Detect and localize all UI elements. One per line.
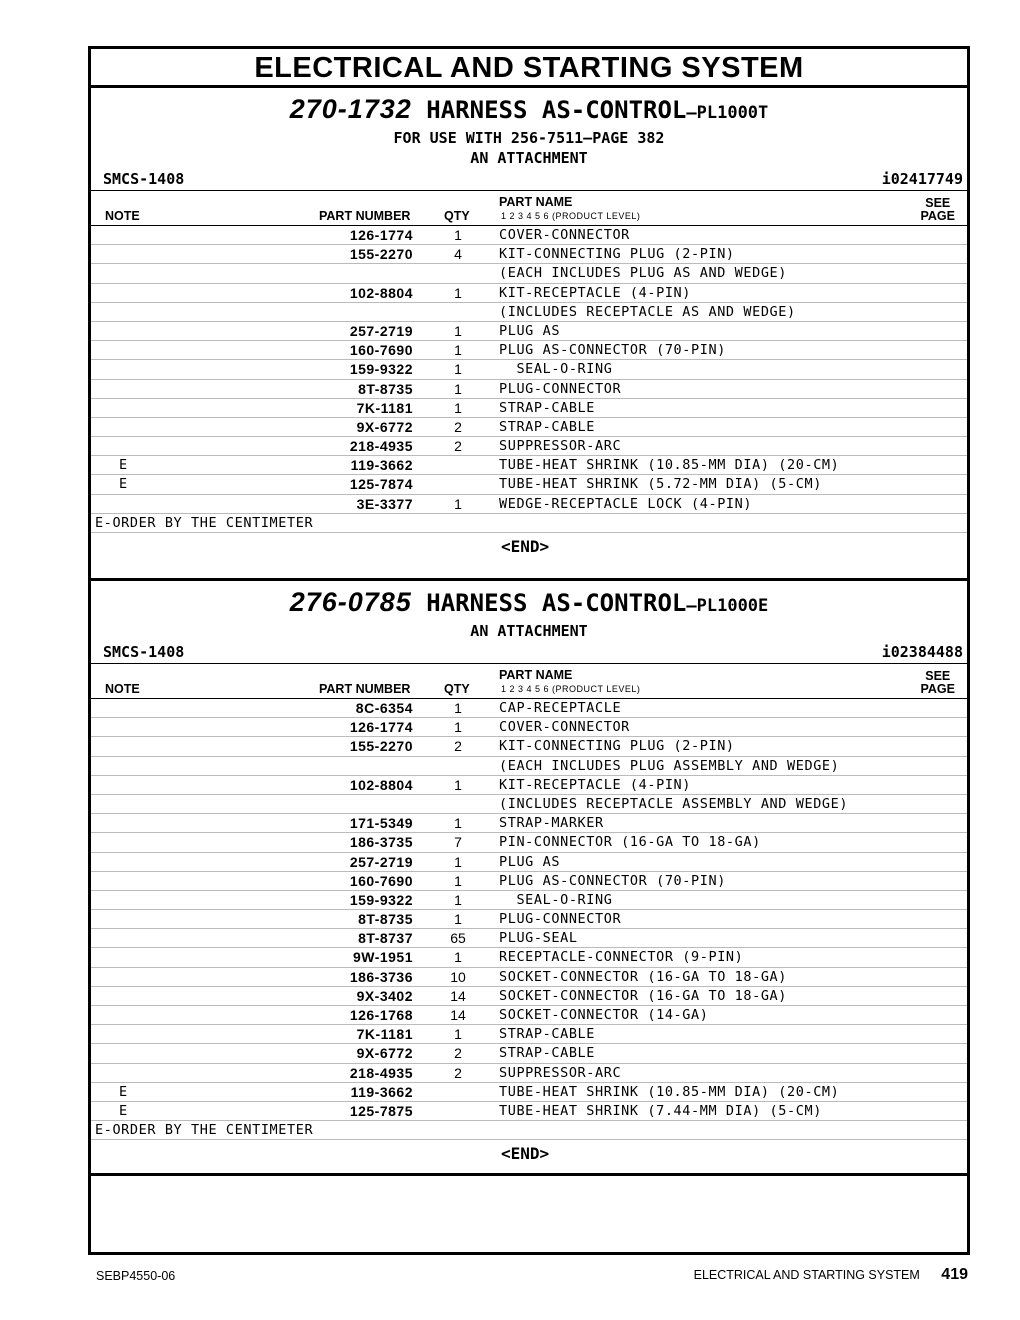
row-part-name: KIT-RECEPTACLE (4-PIN) [499,776,692,793]
table-row [91,475,967,494]
row-qty: 2 [454,438,462,455]
row-part-number: 126-1768 [349,1007,413,1023]
table-row [91,814,967,833]
row-qty: 1 [454,719,462,736]
table-row [91,264,967,283]
group-subtitle-2: AN ATTACHMENT [470,149,588,167]
group-subtitle-1: FOR USE WITH 256-7511—PAGE 382 [393,129,665,147]
group-title [91,94,967,128]
row-part-number: 159-9322 [349,891,413,908]
row-part-name: CAP-RECEPTACLE [499,700,622,716]
row-part-name: STRAP-CABLE [499,1045,596,1062]
group-level: PL1000T [696,103,769,123]
col-note: NOTE [105,209,140,223]
row-part-number: 218-4935 [349,1064,413,1081]
row-part-number: 155-2270 [349,246,413,263]
table-row [91,380,967,399]
row-part-number: 3E-3377 [356,495,413,512]
group-header [91,88,967,168]
footnote: E-ORDER BY THE CENTIMETER [91,1121,967,1140]
row-note: E [119,457,128,474]
parts-group-1 [91,88,967,581]
table-row [91,322,967,341]
row-part-number: 159-9322 [349,361,413,378]
row-part-number: 7K-1181 [356,399,413,416]
row-part-number: 9X-6772 [356,1045,413,1062]
row-qty: 2 [454,1045,462,1062]
table-row [91,948,967,967]
row-qty: 1 [454,342,462,359]
row-part-name: (EACH INCLUDES PLUG ASSEMBLY AND WEDGE) [499,757,840,774]
row-part-name: KIT-RECEPTACLE (4-PIN) [499,284,692,301]
row-part-name: (INCLUDES RECEPTACLE AS AND WEDGE) [499,303,796,320]
row-part-name: TUBE-HEAT SHRINK (10.85-MM DIA) (20-CM) [499,1083,840,1100]
row-part-name: (EACH INCLUDES PLUG AS AND WEDGE) [499,265,788,282]
row-part-name: KIT-CONNECTING PLUG (2-PIN) [499,738,735,755]
row-qty: 1 [454,322,462,339]
table-row [91,1102,967,1121]
row-note: E [119,1083,128,1100]
row-qty: 1 [454,815,462,832]
row-part-number: 125-7875 [349,1102,413,1119]
row-qty: 1 [454,700,462,716]
row-qty: 1 [454,284,462,301]
row-part-name: SUPPRESSOR-ARC [499,1064,622,1081]
row-part-number: 160-7690 [349,342,413,359]
col-part-name: PART NAME [499,195,573,209]
footer-section: ELECTRICAL AND STARTING SYSTEM [693,1268,920,1282]
table-row [91,776,967,795]
table-row [91,284,967,303]
row-part-name: SOCKET-CONNECTOR (16-GA TO 18-GA) [499,968,788,985]
table-row [91,1064,967,1083]
col-note: NOTE [105,682,140,696]
group-part-number: 270-1732 [289,94,412,124]
footer-right [694,1266,968,1284]
reference-id: i02384488 [881,643,963,661]
row-part-name: SUPPRESSOR-ARC [499,438,622,455]
parts-group-2 [91,581,967,1176]
table-row [91,795,967,814]
table-row [91,1083,967,1102]
table-row [91,245,967,264]
row-note: E [119,1102,128,1119]
row-part-number: 218-4935 [349,438,413,455]
row-qty: 1 [454,1026,462,1043]
row-part-name: PLUG-CONNECTOR [499,380,622,397]
smcs-row [91,168,967,190]
table-row [91,968,967,987]
col-part-number: PART NUMBER [319,682,411,696]
row-qty: 1 [454,911,462,928]
table-row [91,456,967,475]
row-part-number: 257-2719 [349,322,413,339]
table-row [91,495,967,514]
table-row [91,891,967,910]
row-part-number: 171-5349 [349,815,413,832]
table-row [91,699,967,718]
row-qty: 2 [454,418,462,435]
row-qty: 1 [454,495,462,512]
row-qty: 4 [454,246,462,263]
row-qty: 14 [450,1007,466,1023]
col-product-level: 1 2 3 4 5 6 (PRODUCT LEVEL) [501,211,641,221]
row-part-name: PLUG AS-CONNECTOR (70-PIN) [499,872,726,889]
row-part-name: STRAP-MARKER [499,815,604,832]
row-qty: 1 [454,853,462,870]
row-part-number: 8C-6354 [355,700,413,716]
column-header [91,663,967,699]
group-name: HARNESS AS-CONTROL [426,589,687,617]
table-row [91,757,967,776]
table-row [91,910,967,929]
col-qty: QTY [444,682,470,696]
row-part-number: 8T-8735 [358,911,413,928]
row-part-number: 119-3662 [350,457,413,474]
table-row [91,226,967,245]
page-footer [96,1266,968,1286]
smcs-code: SMCS-1408 [103,170,185,188]
row-part-name: PLUG AS [499,853,561,870]
row-qty: 1 [454,776,462,793]
group-header [91,581,967,641]
col-product-level: 1 2 3 4 5 6 (PRODUCT LEVEL) [501,684,641,694]
table-row [91,399,967,418]
row-part-name: PLUG AS [499,322,561,339]
row-qty: 2 [454,1064,462,1081]
row-part-name: TUBE-HEAT SHRINK (10.85-MM DIA) (20-CM) [499,457,840,474]
row-part-name: SEAL-O-RING [499,361,613,378]
group-part-number: 276-0785 [289,587,412,617]
page-title: ELECTRICAL AND STARTING SYSTEM [91,49,967,88]
row-part-number: 102-8804 [349,284,413,301]
row-part-name: PLUG-SEAL [499,930,578,947]
table-row [91,360,967,379]
col-part-number: PART NUMBER [319,209,411,223]
row-part-name: COVER-CONNECTOR [499,227,630,243]
row-part-number: 9X-6772 [356,418,413,435]
table-row [91,872,967,891]
table-row [91,1006,967,1025]
row-qty: 1 [454,227,462,243]
group-dash: — [686,596,697,616]
row-qty: 7 [454,834,462,851]
col-see-page: SEE PAGE [920,669,955,696]
smcs-code: SMCS-1408 [103,643,185,661]
group-subtitle-1: AN ATTACHMENT [470,622,588,640]
document-id: SEBP4550-06 [96,1269,176,1283]
table-row [91,1025,967,1044]
row-part-number: 126-1774 [349,719,413,736]
table-row [91,437,967,456]
table-row [91,833,967,852]
smcs-row [91,641,967,663]
row-part-number: 9W-1951 [352,949,413,966]
group-title [91,587,967,621]
row-part-number: 9X-3402 [356,987,413,1004]
group-level: PL1000E [696,596,769,616]
row-part-name: SOCKET-CONNECTOR (16-GA TO 18-GA) [499,987,788,1004]
row-part-number: 119-3662 [350,1083,413,1100]
row-part-number: 160-7690 [349,872,413,889]
row-qty: 1 [454,361,462,378]
row-part-name: WEDGE-RECEPTACLE LOCK (4-PIN) [499,495,753,512]
col-qty: QTY [444,209,470,223]
table-row [91,341,967,360]
row-qty: 1 [454,399,462,416]
row-qty: 1 [454,380,462,397]
row-part-name: TUBE-HEAT SHRINK (5.72-MM DIA) (5-CM) [499,476,822,493]
table-row [91,718,967,737]
row-part-name: KIT-CONNECTING PLUG (2-PIN) [499,246,735,263]
row-part-number: 102-8804 [349,776,413,793]
group-name: HARNESS AS-CONTROL [426,96,687,124]
row-part-number: 125-7874 [349,476,413,493]
row-part-name: RECEPTACLE-CONNECTOR (9-PIN) [499,949,744,966]
row-part-name: PIN-CONNECTOR (16-GA TO 18-GA) [499,834,761,851]
col-see-page: SEE PAGE [920,196,955,223]
row-part-number: 8T-8735 [358,380,413,397]
row-part-name: TUBE-HEAT SHRINK (7.44-MM DIA) (5-CM) [499,1102,822,1119]
table-row [91,853,967,872]
group-dash: — [686,103,697,123]
table-row [91,929,967,948]
row-part-number: 257-2719 [349,853,413,870]
parts-table [91,699,967,1121]
end-marker: <END> [501,1144,550,1164]
row-part-number: 186-3735 [349,834,413,851]
row-qty: 2 [454,738,462,755]
row-qty: 65 [450,930,466,947]
row-qty: 14 [450,987,466,1004]
row-part-name: STRAP-CABLE [499,418,596,435]
row-qty: 1 [454,872,462,889]
row-qty: 10 [450,968,466,985]
row-part-name: STRAP-CABLE [499,399,596,416]
end-marker: <END> [501,536,550,556]
footnote: E-ORDER BY THE CENTIMETER [91,514,967,533]
page-frame [88,46,970,1255]
row-part-name: SOCKET-CONNECTOR (14-GA) [499,1007,709,1023]
col-part-name: PART NAME [499,668,573,682]
page-number: 419 [941,1266,968,1283]
table-row [91,1044,967,1063]
row-part-number: 186-3736 [349,968,413,985]
row-part-number: 155-2270 [349,738,413,755]
reference-id: i02417749 [881,170,963,188]
row-qty: 1 [454,949,462,966]
parts-table [91,226,967,514]
row-note: E [119,476,128,493]
table-row [91,737,967,756]
column-header [91,190,967,226]
row-part-name: COVER-CONNECTOR [499,719,630,736]
row-part-name: (INCLUDES RECEPTACLE ASSEMBLY AND WEDGE) [499,795,849,812]
row-part-name: PLUG-CONNECTOR [499,911,622,928]
table-row [91,987,967,1006]
table-row [91,418,967,437]
row-part-name: SEAL-O-RING [499,891,613,908]
row-part-number: 7K-1181 [356,1026,413,1043]
row-part-number: 126-1774 [349,227,413,243]
row-part-name: STRAP-CABLE [499,1026,596,1043]
row-qty: 1 [454,891,462,908]
table-row [91,303,967,322]
row-part-number: 8T-8737 [358,930,413,947]
row-part-name: PLUG AS-CONNECTOR (70-PIN) [499,342,726,359]
